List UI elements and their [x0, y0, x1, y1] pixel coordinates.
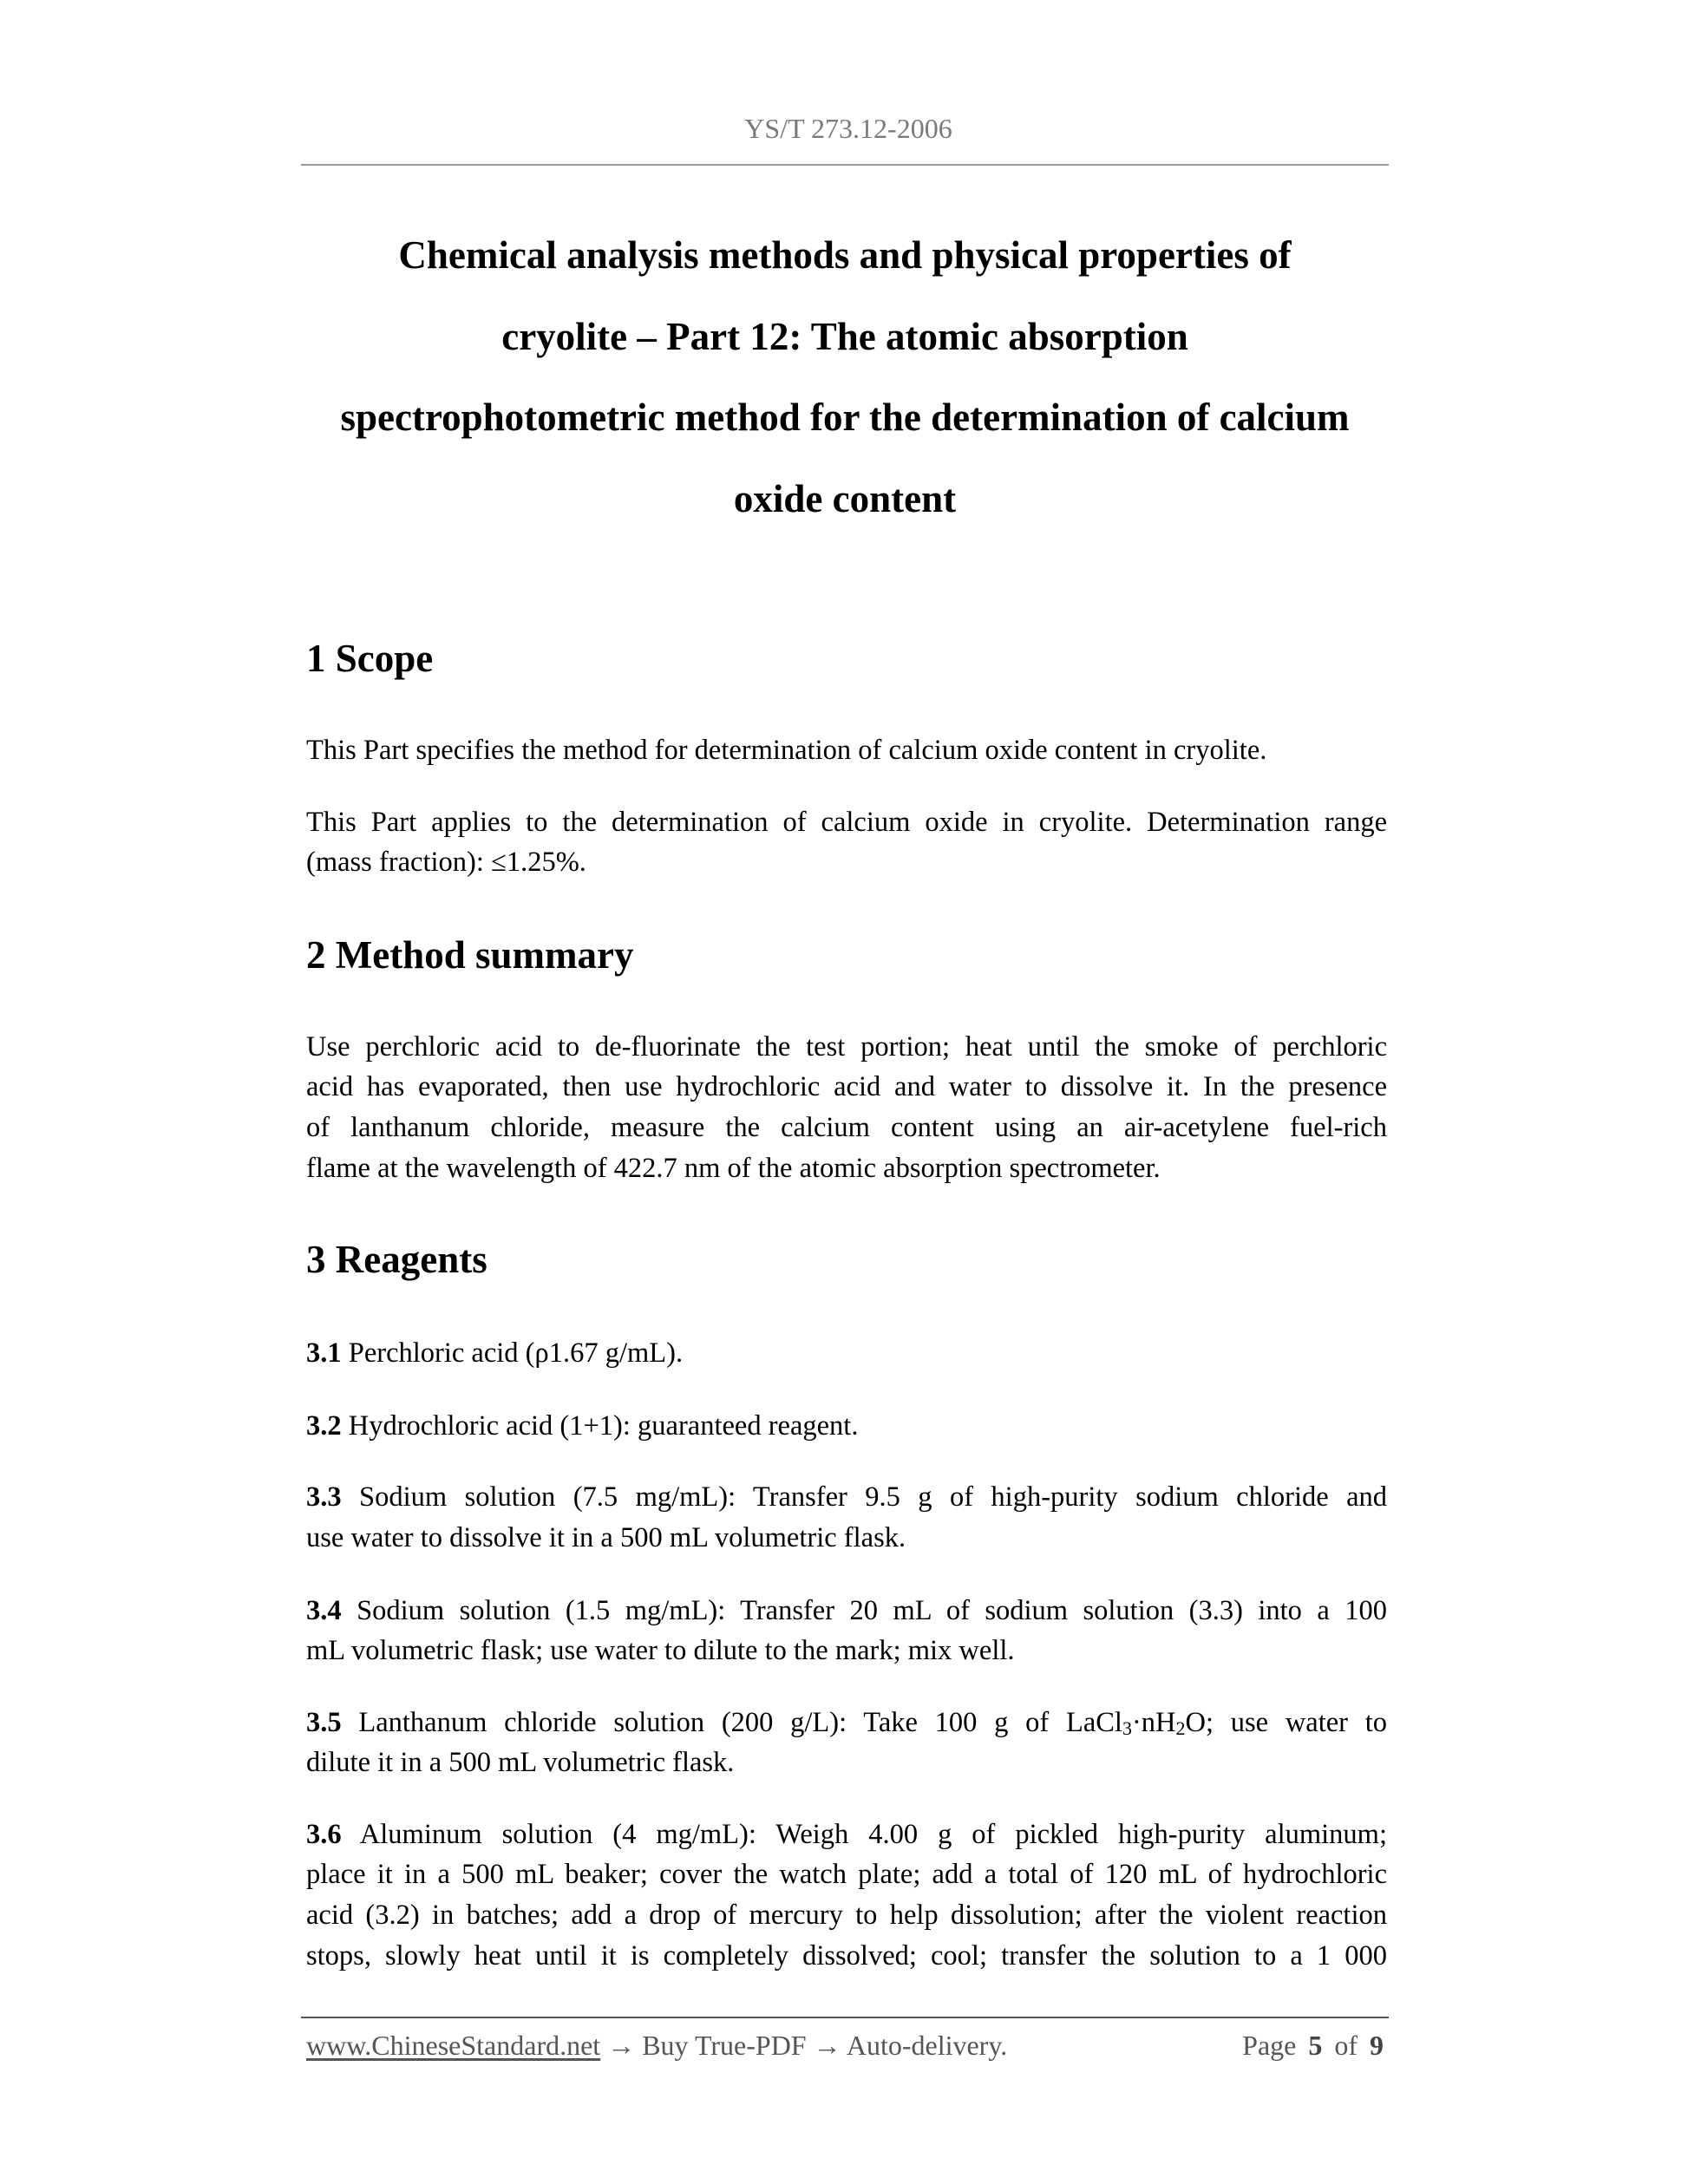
title-line-1: Chemical analysis methods and physical properties of	[398, 233, 1292, 277]
method-summary-line-4: flame at the wavelength of 422.7 nm of the atomic absorption spectrometer.	[306, 1153, 1161, 1184]
scope-paragraph-2-line-2: (mass fraction): ≤1.25%.	[306, 847, 586, 878]
document-code: YS/T 273.12-2006	[744, 113, 952, 144]
reagent-text: Perchloric acid (ρ1.67 g/mL).	[348, 1337, 684, 1369]
reagent-number: 3.5	[306, 1707, 342, 1738]
reagent-text: ·nH	[1131, 1707, 1176, 1738]
header-divider	[301, 164, 1389, 166]
subscript: 3	[1122, 1717, 1132, 1739]
method-summary-line-3: of lanthanum chloride, measure the calcium content using an air-acetylene fuel-rich	[306, 1112, 1387, 1143]
footer-step-buy: Buy True-PDF	[642, 2030, 807, 2061]
document-code-header	[0, 111, 1688, 146]
section-heading-method-summary: 2 Method summary	[306, 933, 634, 977]
reagent-item-3-3-line-2: use water to dissolve it in a 500 mL volumetric flask.	[306, 1522, 906, 1553]
title-line-4: oxide content	[733, 477, 957, 520]
footer-promo	[306, 2026, 1007, 2064]
page-label: Page	[1242, 2030, 1297, 2061]
reagent-text: Sodium solution (1.5 mg/mL): Transfer 20 mL of sodium solution (3.3) into a 100	[357, 1595, 1387, 1626]
reagent-number: 3.4	[306, 1595, 342, 1626]
chinesestandard-link[interactable]: www.ChineseStandard.net	[306, 2030, 601, 2061]
section-heading-scope: 1 Scope	[306, 637, 434, 680]
reagent-item-3-5-line-1	[306, 1703, 1387, 1742]
title-line-2: cryolite – Part 12: The atomic absorption	[501, 315, 1188, 358]
subscript: 2	[1175, 1717, 1186, 1739]
page-current: 5	[1308, 2030, 1323, 2061]
footer-divider	[301, 2017, 1389, 2018]
reagent-item-3-6-line-2: place it in a 500 mL beaker; cover the watch plate; add a total of 120 mL of hydrochloric	[306, 1859, 1387, 1890]
arrow-right-icon: →	[607, 2030, 636, 2061]
reagent-text: Sodium solution (7.5 mg/mL): Transfer 9.5 g of high-purity sodium chloride and	[359, 1481, 1387, 1513]
reagent-item-3-1	[306, 1334, 1387, 1372]
footer-step-delivery: Auto-delivery.	[846, 2030, 1008, 2061]
arrow-right-icon: →	[813, 2030, 841, 2061]
reagent-text: Aluminum solution (4 mg/mL): Weigh 4.00 g of pickled high-purity aluminum;	[359, 1819, 1387, 1850]
reagent-item-3-6-line-1	[306, 1815, 1387, 1854]
reagent-item-3-2	[306, 1407, 1387, 1445]
title-line-3: spectrophotometric method for the determination of calcium	[340, 396, 1350, 439]
scope-paragraph-1: This Part specifies the method for determination of calcium oxide content in cryolite.	[306, 735, 1267, 766]
reagent-item-3-4-line-1	[306, 1592, 1387, 1630]
scope-paragraph-2-line-1: This Part applies to the determination of calcium oxide in cryolite. Determination range	[306, 807, 1387, 838]
reagent-text: Lanthanum chloride solution (200 g/L): Take 100 g of LaCl	[358, 1707, 1122, 1738]
reagent-number: 3.2	[306, 1410, 342, 1442]
page-of-label: of	[1334, 2030, 1358, 2061]
reagent-item-3-6-line-3: acid (3.2) in batches; add a drop of mercury to help dissolution; after the violent reaction	[306, 1900, 1387, 1931]
reagent-number: 3.3	[306, 1481, 342, 1513]
page-total: 9	[1370, 2030, 1384, 2061]
reagent-item-3-6-line-4: stops, slowly heat until it is completely dissolved; cool; transfer the solution to a 1 000	[306, 1940, 1387, 1971]
reagent-text: O; use water to	[1185, 1707, 1388, 1738]
method-summary-line-1: Use perchloric acid to de-fluorinate the test portion; heat until the smoke of perchloric	[306, 1031, 1387, 1063]
reagent-number: 3.6	[306, 1819, 342, 1850]
reagent-item-3-4-line-2: mL volumetric flask; use water to dilute to the mark; mix well.	[306, 1635, 1015, 1666]
page-indicator	[1242, 2026, 1384, 2064]
section-heading-reagents: 3 Reagents	[306, 1238, 487, 1281]
reagent-item-3-3-line-1	[306, 1478, 1387, 1516]
method-summary-line-2: acid has evaporated, then use hydrochloric acid and water to dissolve it. In the presence	[306, 1071, 1387, 1102]
reagent-text: Hydrochloric acid (1+1): guaranteed reagent.	[348, 1410, 859, 1442]
reagent-item-3-5-line-2: dilute it in a 500 mL volumetric flask.	[306, 1747, 735, 1778]
reagent-number: 3.1	[306, 1337, 342, 1369]
